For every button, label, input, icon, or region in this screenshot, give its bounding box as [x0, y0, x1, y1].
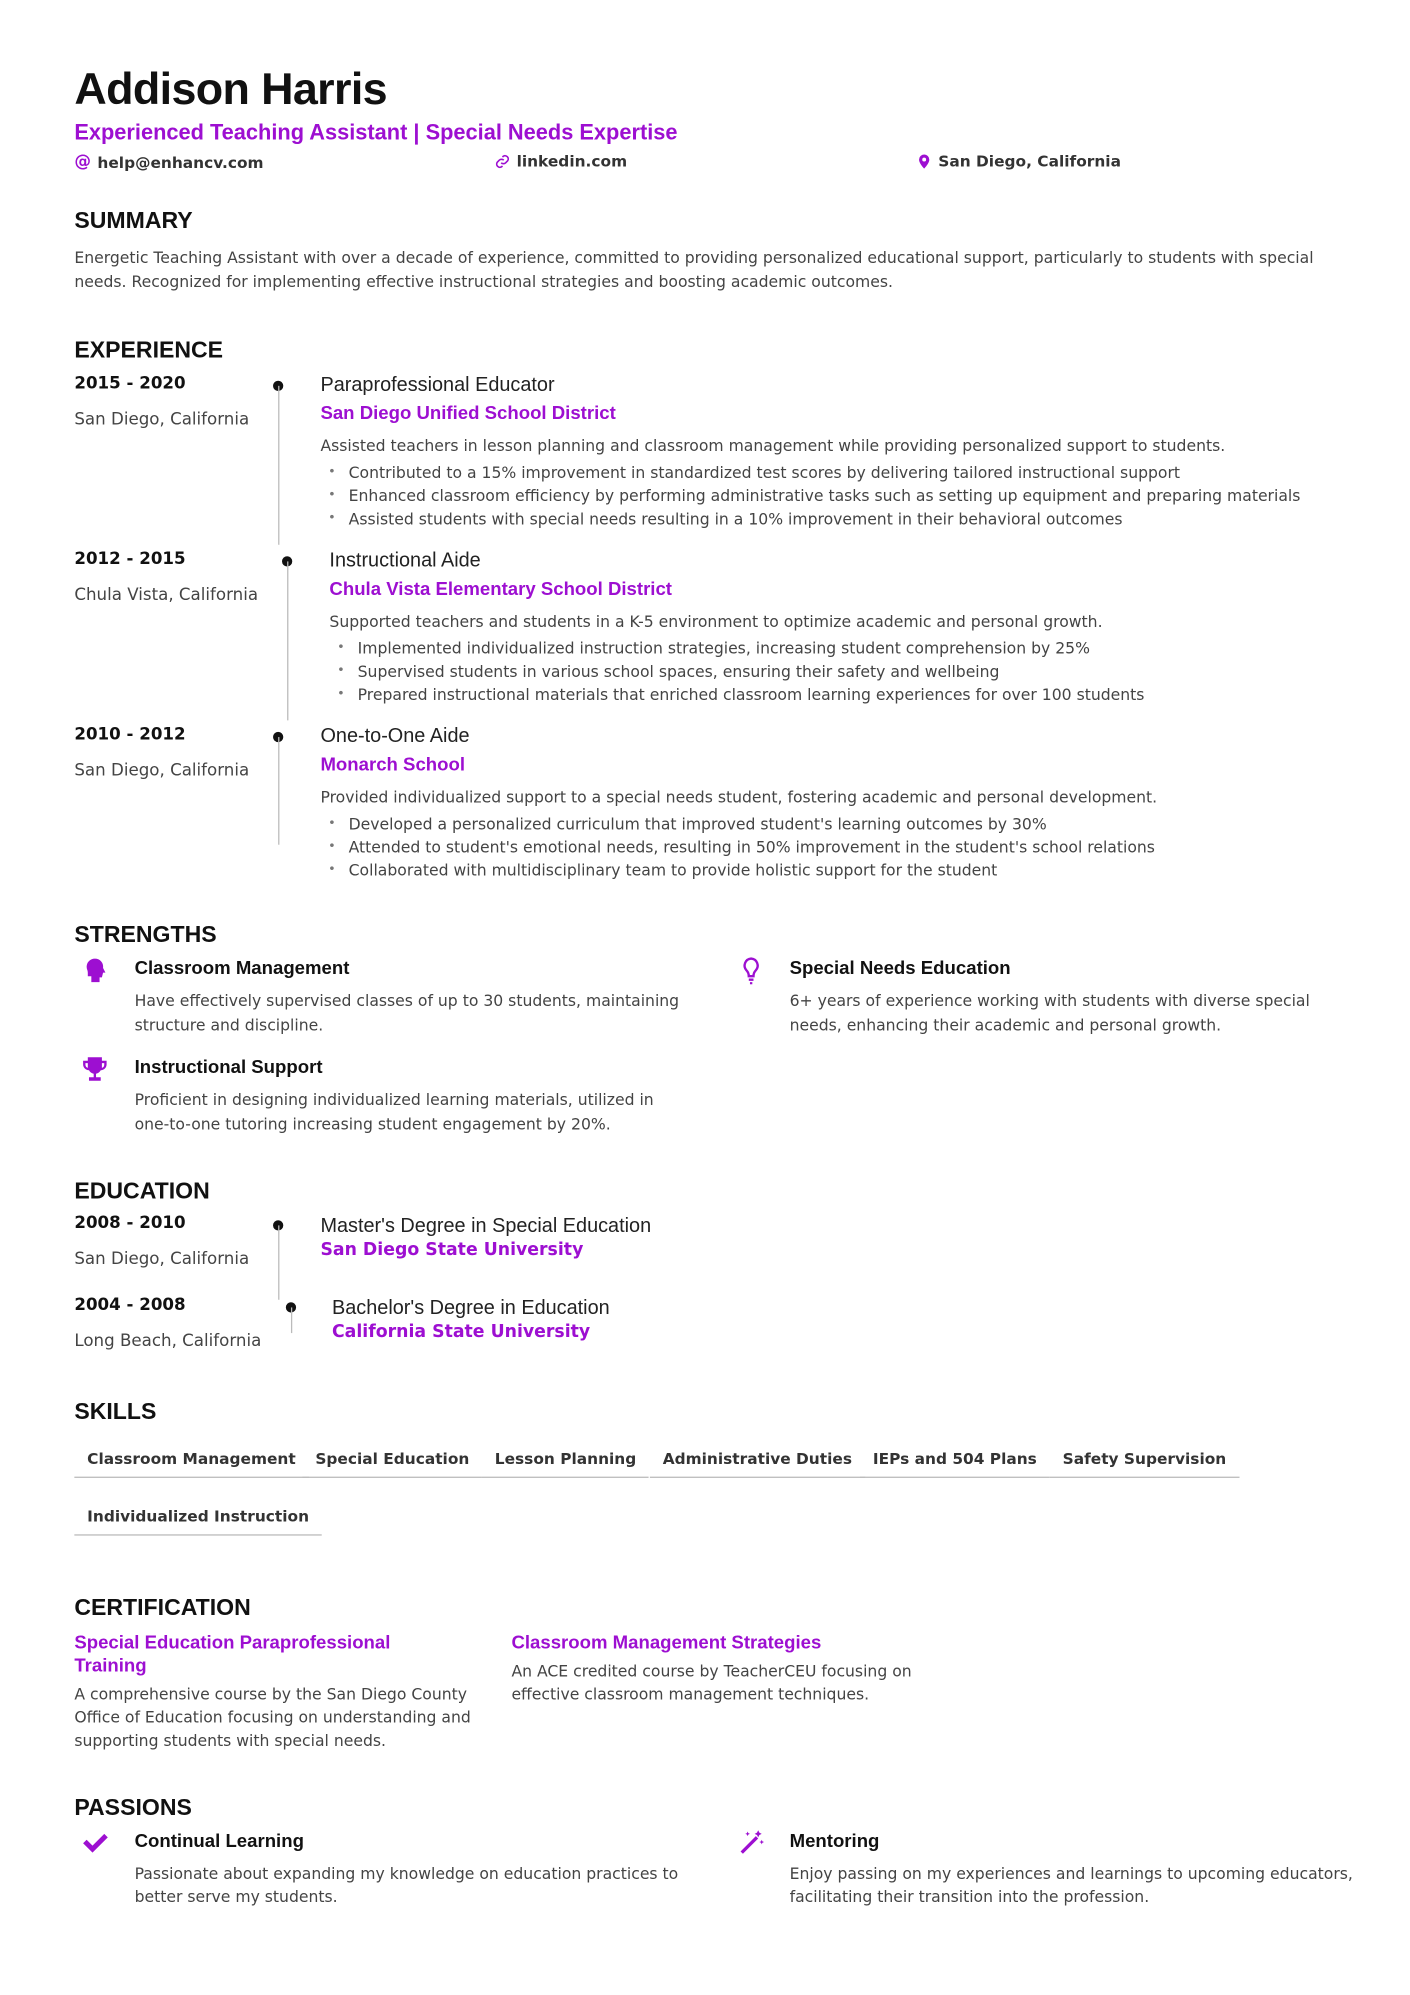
- at-icon: @: [74, 152, 92, 172]
- headline: Experienced Teaching Assistant | Special Needs Expertise: [74, 120, 678, 145]
- email-contact[interactable]: [74, 153, 263, 172]
- job-location: San Diego, California: [74, 761, 250, 781]
- strength-description: Proficient in designing individualized learning materials, utilized in one-to-one tutoring increasing student engagement by 20%.: [134, 1090, 654, 1134]
- bullet-item: • Developed a personalized curriculum that improved student's learning outcomes by 30%: [320, 813, 1155, 836]
- strengths-heading: STRENGTHS: [74, 921, 217, 948]
- job-dates: 2010 - 2012: [74, 725, 186, 745]
- job-title: One-to-One Aide: [320, 725, 470, 748]
- check-icon: [81, 1829, 109, 1862]
- timeline-line: [278, 1225, 279, 1299]
- candidate-name: Addison Harris: [74, 64, 387, 115]
- skills-heading: SKILLS: [74, 1398, 157, 1425]
- skill-tag: Individualized Instruction: [74, 1507, 322, 1535]
- bullet-item: • Collaborated with multidisciplinary team to provide holistic support for the student: [320, 859, 1155, 882]
- job-dates: 2015 - 2020: [74, 374, 186, 394]
- skill-tag: Administrative Duties: [650, 1450, 865, 1478]
- job-location: Chula Vista, California: [74, 585, 259, 606]
- skill-tag: IEPs and 504 Plans: [860, 1450, 1050, 1478]
- email[interactable]: help@enhancv.com: [97, 153, 264, 172]
- skill-tag: Classroom Management: [74, 1450, 308, 1478]
- timeline-line: [291, 1307, 292, 1333]
- education-location: Long Beach, California: [74, 1331, 262, 1352]
- link-icon: [495, 154, 510, 169]
- timeline-line: [287, 561, 288, 720]
- certification-description: A comprehensive course by the San Diego County Office of Education focusing on understanding and supporting students with special needs.: [74, 1685, 471, 1750]
- passion-description: Enjoy passing on my experiences and learnings to upcoming educators, facilitating their transition into the profession.: [789, 1865, 1353, 1907]
- education-dates: 2008 - 2010: [74, 1213, 186, 1234]
- job-location: San Diego, California: [74, 410, 250, 430]
- strength-title: Instructional Support: [134, 1057, 323, 1078]
- school-name: San Diego State University: [320, 1239, 584, 1261]
- location-contact: [916, 153, 1120, 171]
- company-name: San Diego Unified School District: [320, 403, 616, 425]
- bullet-item: • Enhanced classroom efficiency by performing administrative tasks such as setting up equipment and preparing materials: [320, 485, 1300, 508]
- head-icon: [81, 956, 109, 989]
- strength-title: Special Needs Education: [789, 958, 1011, 980]
- skill-tag: Lesson Planning: [482, 1450, 649, 1478]
- education-location: San Diego, California: [74, 1249, 250, 1269]
- degree: Master's Degree in Special Education: [320, 1215, 652, 1237]
- certification-description: An ACE credited course by TeacherCEU focusing on effective classroom management techniques.: [511, 1662, 912, 1704]
- timeline-line: [278, 386, 279, 545]
- certification-title: Classroom Management Strategies: [511, 1633, 822, 1654]
- bullet-item: • Contributed to a 15% improvement in standardized test scores by delivering tailored instructional support: [320, 461, 1300, 484]
- strength-description: Have effectively supervised classes of up to 30 students, maintaining structure and discipline.: [134, 992, 680, 1035]
- company-name: Monarch School: [320, 754, 466, 776]
- job-title: Paraprofessional Educator: [320, 374, 555, 397]
- strength-title: Classroom Management: [134, 958, 350, 980]
- job-description: Provided individualized support to a special needs student, fostering academic and personal development.: [320, 788, 1158, 807]
- job-bullets: [329, 637, 1144, 706]
- skill-tag: Special Education: [303, 1450, 483, 1478]
- certification-heading: CERTIFICATION: [74, 1594, 251, 1621]
- skill-tag: Safety Supervision: [1050, 1450, 1239, 1478]
- bullet-item: • Assisted students with special needs resulting in a 10% improvement in their behavioral outcomes: [320, 508, 1300, 531]
- job-title: Instructional Aide: [329, 549, 481, 572]
- education-dates: 2004 - 2008: [74, 1295, 186, 1316]
- certification-title: Special Education Paraprofessional Training: [74, 1633, 391, 1677]
- timeline-line: [278, 737, 279, 845]
- location: San Diego, California: [938, 152, 1121, 171]
- linkedin[interactable]: linkedin.com: [516, 152, 628, 171]
- passion-description: Passionate about expanding my knowledge on education practices to better serve my students.: [134, 1865, 679, 1907]
- job-description: Assisted teachers in lesson planning and classroom management while providing personalized support to students.: [320, 437, 1226, 456]
- job-bullets: [320, 813, 1155, 882]
- lightbulb-icon: [737, 956, 765, 989]
- passions-heading: PASSIONS: [74, 1794, 192, 1821]
- job-dates: 2012 - 2015: [74, 549, 186, 570]
- linkedin-contact[interactable]: [495, 153, 627, 171]
- passion-title: Mentoring: [789, 1831, 880, 1853]
- experience-heading: EXPERIENCE: [74, 337, 224, 363]
- passion-title: Continual Learning: [134, 1831, 304, 1853]
- job-description: Supported teachers and students in a K-5 environment to optimize academic and personal growth.: [329, 612, 1103, 631]
- strength-description: 6+ years of experience working with students with diverse special needs, enhancing their academic and personal growth.: [789, 992, 1310, 1035]
- trophy-icon: [81, 1055, 109, 1088]
- summary-heading: SUMMARY: [74, 207, 193, 234]
- bullet-item: • Implemented individualized instruction strategies, increasing student comprehension by 25%: [329, 637, 1144, 660]
- magic-wand-icon: [737, 1829, 765, 1862]
- map-pin-icon: [916, 154, 931, 169]
- company-name: Chula Vista Elementary School District: [329, 579, 673, 600]
- job-bullets: [320, 461, 1300, 530]
- summary-text: Energetic Teaching Assistant with over a decade of experience, committed to providing personalized educational support, particularly to students with special needs. Recognized for implementing effective instructional strategies and boosting academic outcomes.: [74, 248, 1314, 291]
- school-name: California State University: [331, 1321, 591, 1343]
- education-heading: EDUCATION: [74, 1177, 210, 1204]
- bullet-item: • Attended to student's emotional needs, resulting in 50% improvement in the student's school relations: [320, 836, 1155, 859]
- bullet-item: • Prepared instructional materials that enriched classroom learning experiences for over 100 students: [329, 683, 1144, 706]
- degree: Bachelor's Degree in Education: [331, 1297, 610, 1319]
- bullet-item: • Supervised students in various school spaces, ensuring their safety and wellbeing: [329, 660, 1144, 683]
